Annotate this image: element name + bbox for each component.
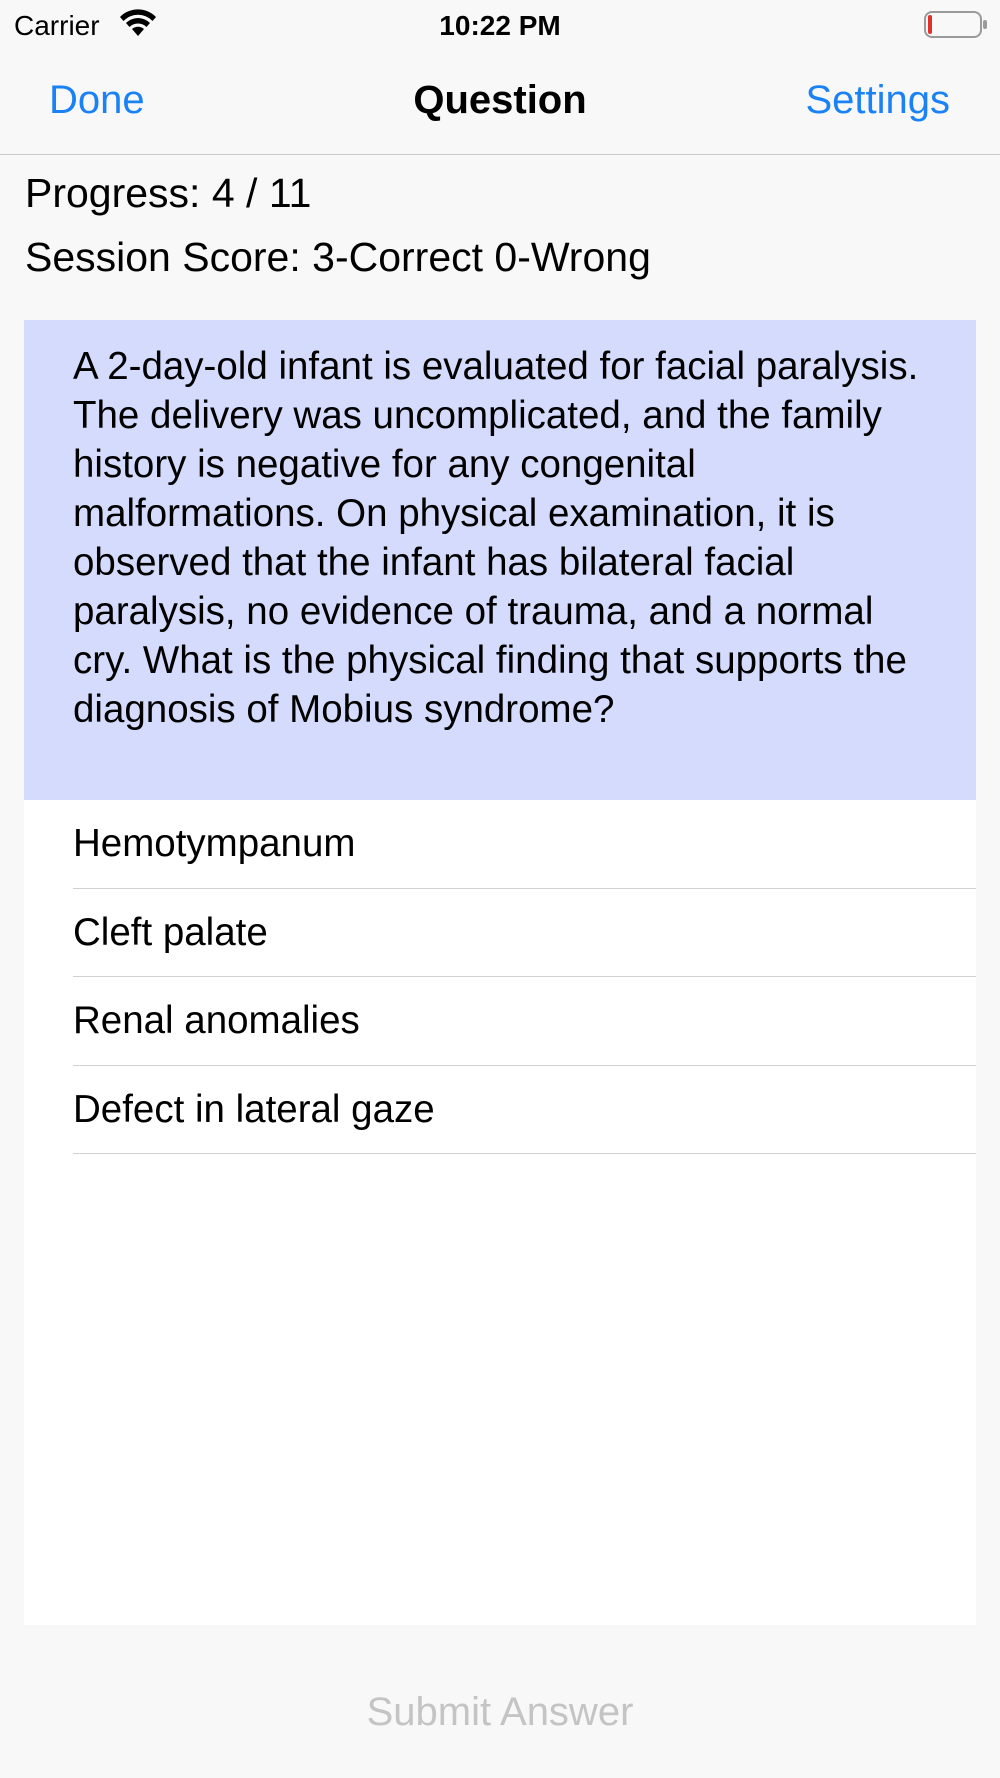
session-score-label: Session Score: 3-Correct 0-Wrong	[25, 234, 651, 280]
answer-option-4[interactable]	[24, 1066, 976, 1155]
answer-label: Cleft palate	[73, 910, 268, 954]
status-bar	[0, 0, 1000, 50]
page-title: Question	[413, 78, 587, 122]
answer-option-3[interactable]	[24, 977, 976, 1066]
battery-low-icon	[924, 10, 988, 40]
submit-answer-button[interactable]: Submit Answer	[366, 1690, 634, 1734]
answer-option-1[interactable]	[24, 800, 976, 889]
carrier-label: Carrier	[14, 10, 100, 41]
question-panel	[24, 320, 976, 1625]
progress-label: Progress: 4 / 11	[25, 170, 312, 216]
navigation-bar	[0, 50, 1000, 155]
answer-option-2[interactable]	[24, 889, 976, 978]
answer-label: Defect in lateral gaze	[73, 1087, 435, 1131]
answer-label: Hemotympanum	[73, 822, 356, 865]
done-button[interactable]: Done	[49, 78, 145, 122]
question-text: A 2-day-old infant is evaluated for facial paralysis. The delivery was uncomplicated, and the family history is negative for any congenital malformations. On physical examination, it is observed that the infant has bilateral facial paralysis, no evidence of trauma, and a normal cry. What is the physical finding that supports the diagnosis of Mobius syndrome?	[24, 320, 976, 800]
clock: 10:22 PM	[439, 10, 561, 41]
answer-list	[24, 800, 976, 1154]
answer-label: Renal anomalies	[73, 999, 360, 1042]
settings-button[interactable]: Settings	[805, 78, 950, 122]
